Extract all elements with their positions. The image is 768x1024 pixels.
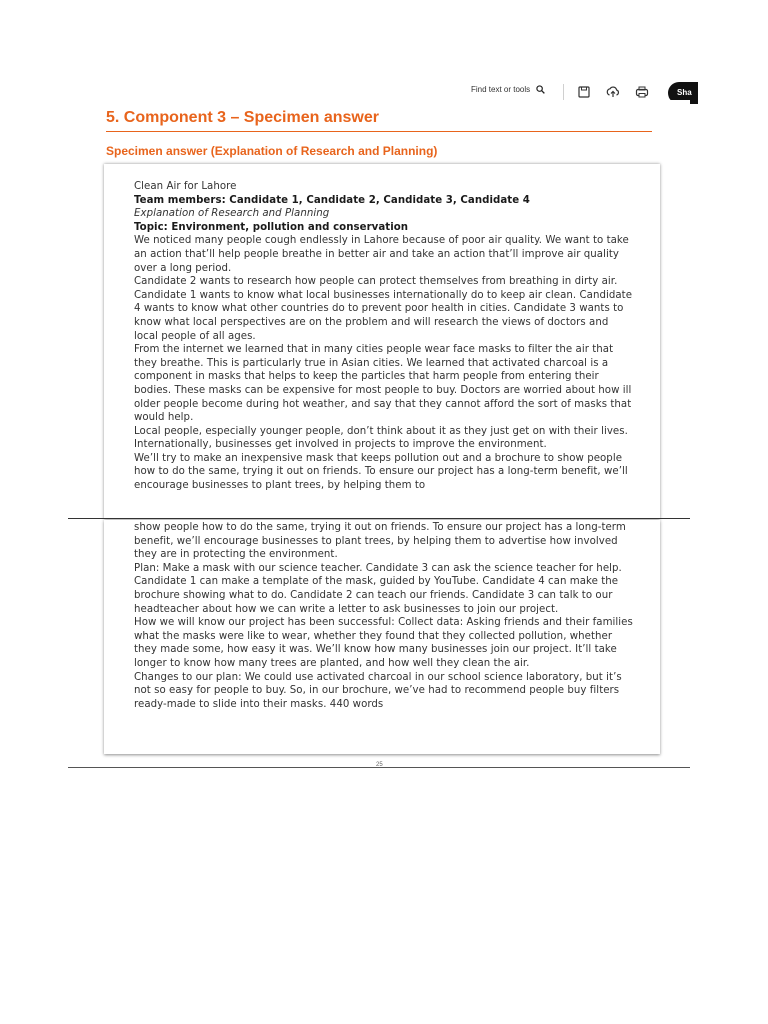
answer-paragraph: We noticed many people cough endlessly in Lahore because of poor air quality. We want to take an action that’ll help people breathe in better air and take an action that’ll improve air quality over a long period. <box>134 235 629 274</box>
answer-paragraph: We’ll try to make an inexpensive mask that keeps pollution out and a brochure to show people how to do the same, trying it out on friends. To ensure our project has a long-term benefit, we’ll encourage businesses to plant trees, by helping them to <box>134 452 628 492</box>
document-page <box>68 100 690 769</box>
toolbar-divider <box>563 84 564 100</box>
section-subtitle: Specimen answer (Explanation of Research and Planning) <box>106 144 438 158</box>
section-title: 5. Component 3 – Specimen answer <box>106 109 379 126</box>
answer-paragraph: From the internet we learned that in many cities people wear face masks to filter the air that they breathe. This is particularly true in Asian cities. We learned that activated charcoal is a component in masks that helps to keep the particles that harm people from entering their bodies. These masks can be expensive for most people to buy. Doctors are worried about how ill older people become during hot weather, and say that they cannot afford the sort of masks that would help. <box>134 344 632 424</box>
title-rule <box>106 131 652 132</box>
find-tools-button[interactable] <box>471 85 545 94</box>
specimen-answer-text-bottom <box>134 521 634 711</box>
page-break-line <box>68 518 690 519</box>
team-members-line: Team members: Candidate 1, Candidate 2, Candidate 3, Candidate 4 <box>134 194 530 206</box>
search-icon <box>536 85 545 94</box>
share-label: Sha <box>677 88 692 97</box>
page-number: 25 <box>376 762 383 768</box>
save-icon[interactable] <box>576 84 592 100</box>
specimen-answer-box-top <box>104 164 660 519</box>
print-icon[interactable] <box>634 84 650 100</box>
explanation-heading: Explanation of Research and Planning <box>134 208 330 220</box>
answer-paragraph: show people how to do the same, trying it out on friends. To ensure our project has a long-term benefit, we’ll encourage businesses to plant trees, by helping them to advertise how involved they are in protecting the environment. <box>134 522 626 561</box>
find-label: Find text or tools <box>471 85 531 94</box>
topic-line: Topic: Environment, pollution and conservation <box>134 221 409 233</box>
answer-paragraph: Candidate 2 wants to research how people can protect themselves from breathing in dirty air. Candidate 1 wants to know what local businesses internationally do to keep air clean. Candidate 4 wants to know what other countries do to prevent poor health in cities. Candidate 3 wants to know what local perspectives are on the problem and will research the views of doctors and local people of all ages. <box>134 276 633 342</box>
answer-heading: Clean Air for Lahore <box>134 181 237 192</box>
specimen-answer-text-top <box>134 180 634 493</box>
answer-paragraph: Local people, especially younger people, don’t think about it as they just get on with their lives. Internationally, businesses get involved in projects to improve the environment. <box>134 425 628 451</box>
specimen-answer-box-bottom <box>104 520 660 754</box>
changes-paragraph: Changes to our plan: We could use activated charcoal in our school science laboratory, but it’s not so easy for people to buy. So, in our brochure, we’ve had to recommend people buy filters ready-made to slide into their masks. 440 words <box>134 671 622 710</box>
success-paragraph: How we will know our project has been successful: Collect data: Asking friends and their families what the masks were like to wear, whether they found that they collected pollution, whether they made some, how easy it was. We’ll know how many businesses join our project. It’ll take longer to know how many trees are planted, and how well they clean the air. <box>134 617 633 669</box>
upload-icon[interactable] <box>605 84 621 100</box>
plan-paragraph: Plan: Make a mask with our science teacher. Candidate 3 can ask the science teacher for help. Candidate 1 can make a template of the mask, guided by YouTube. Candidate 4 can make the brochure showing what to do. Candidate 2 can teach our friends. Candidate 3 can talk to our headteacher about how we can write a letter to ask businesses to join our project. <box>134 562 622 615</box>
